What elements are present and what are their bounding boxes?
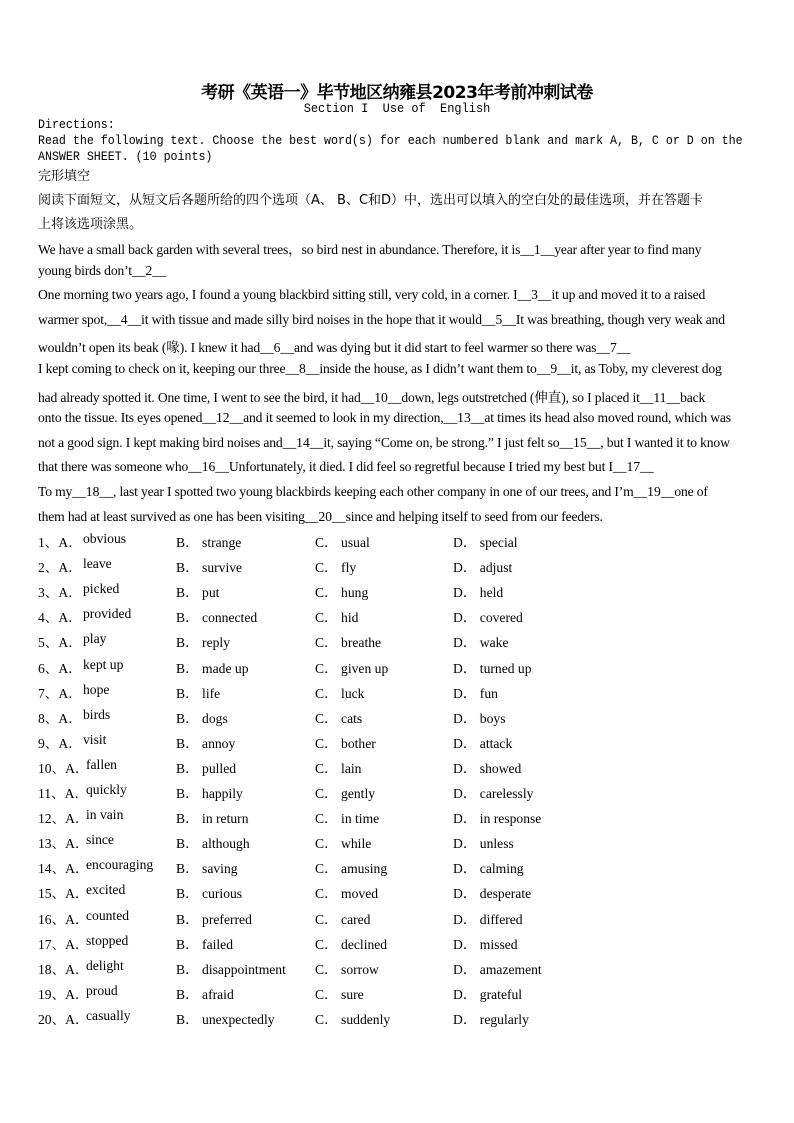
- passage-text: , last year I spotted two young blackbirds keeping each other company in one of our trees, and I’m: [112, 484, 634, 499]
- option-c[interactable]: C． lain: [315, 760, 362, 776]
- passage-text: not a good sign. I kept making bird noises and: [38, 434, 283, 450]
- option-c[interactable]: C． suddenly: [315, 1011, 391, 1027]
- numbered-blank: __3__: [517, 287, 552, 303]
- passage-line: [38, 312, 725, 328]
- option-b[interactable]: B． annoy: [176, 735, 236, 751]
- option-c[interactable]: C． while: [315, 836, 372, 852]
- passage-text: it with tissue and made silly bird noises in the hope that it would: [141, 311, 482, 327]
- option-c[interactable]: C． hid: [315, 610, 359, 626]
- question-1-options: [38, 531, 638, 551]
- option-b[interactable]: B． reply: [176, 635, 230, 651]
- option-d[interactable]: D． carelessly: [453, 786, 534, 801]
- passage-text: It was breathing, though very weak and: [515, 311, 725, 327]
- passage-text: Unfortunately, it died. I did feel so regretful because I tried my best but I: [228, 459, 613, 475]
- question-20-options: [38, 1008, 638, 1028]
- option-b[interactable]: B． disappointment: [176, 961, 286, 977]
- passage-text: that there was someone who: [38, 459, 189, 475]
- question-7-options: [38, 682, 638, 702]
- passage-text: one of: [674, 484, 708, 499]
- question-number: 9、A．: [38, 735, 82, 751]
- option-d[interactable]: D． fun: [453, 685, 498, 701]
- option-a[interactable]: obvious: [83, 531, 127, 546]
- option-c[interactable]: C． declined: [315, 936, 388, 952]
- passage-line: [38, 287, 705, 303]
- question-17-options: [38, 933, 638, 953]
- option-c[interactable]: C． cats: [315, 710, 363, 726]
- passage-text: back: [680, 389, 706, 405]
- option-d[interactable]: D． regularly: [453, 1011, 529, 1027]
- option-b[interactable]: B． failed: [176, 936, 234, 952]
- question-number: 13、A．: [38, 836, 89, 852]
- question-16-options: [38, 908, 638, 928]
- passage-line: [38, 435, 730, 451]
- option-a[interactable]: hope: [83, 681, 110, 697]
- directions-text-line1: Read the following text. Choose the best word(s) for each numbered blank and mark A, B, C or D on the: [38, 134, 743, 148]
- passage-text: , but I wanted it to know: [600, 434, 730, 450]
- numbered-blank: __5__: [481, 311, 516, 327]
- passage-text: down, legs outstretched (伸直), so I placed it: [401, 389, 640, 405]
- question-number: 18、A．: [38, 961, 89, 977]
- passage-line: [38, 361, 722, 377]
- option-b[interactable]: B． happily: [176, 786, 243, 801]
- question-number: 20、A．: [38, 1011, 89, 1027]
- question-number: 7、A．: [38, 685, 82, 701]
- question-number: 1、A．: [38, 535, 82, 550]
- option-a[interactable]: visit: [83, 731, 107, 747]
- option-b[interactable]: B． pulled: [176, 760, 237, 776]
- option-a[interactable]: birds: [83, 706, 111, 722]
- question-type: 完形填空: [38, 169, 91, 184]
- question-number: 19、A．: [38, 986, 89, 1002]
- numbered-blank: __17__: [612, 459, 654, 475]
- option-c[interactable]: C． sure: [315, 986, 364, 1002]
- option-d[interactable]: D． attack: [453, 735, 513, 751]
- option-d[interactable]: D． in response: [453, 811, 542, 827]
- option-b[interactable]: B． put: [176, 585, 220, 601]
- option-d[interactable]: D． held: [453, 585, 504, 601]
- option-c[interactable]: C． hung: [315, 585, 369, 601]
- numbered-blank: __4__: [107, 311, 142, 327]
- option-c[interactable]: C． luck: [315, 685, 365, 701]
- question-number: 6、A．: [38, 660, 82, 676]
- option-c[interactable]: C． breathe: [315, 635, 382, 651]
- directions-label: Directions:: [38, 118, 115, 132]
- option-a[interactable]: picked: [83, 581, 120, 597]
- option-d[interactable]: D． calming: [453, 861, 524, 877]
- option-b[interactable]: B． although: [176, 836, 250, 852]
- option-b[interactable]: B． saving: [176, 861, 238, 877]
- passage-text: I kept coming to check on it, keeping our three: [38, 361, 286, 376]
- passage-text: wouldn’t open its beak (喙). I knew it had: [38, 340, 261, 356]
- option-b[interactable]: B． survive: [176, 560, 243, 576]
- numbered-blank: __18__: [72, 484, 113, 499]
- numbered-blank: __16__: [188, 459, 229, 475]
- option-b[interactable]: B． afraid: [176, 986, 234, 1002]
- question-13-options: [38, 832, 638, 852]
- numbered-blank: __14__: [282, 434, 324, 450]
- question-15-options: [38, 882, 638, 902]
- passage-text: and was dying but it did start to feel warmer so there was: [294, 340, 597, 356]
- numbered-blank: __19__: [633, 484, 675, 499]
- option-c[interactable]: C． fly: [315, 560, 357, 576]
- option-c[interactable]: C． given up: [315, 660, 389, 676]
- option-d[interactable]: D． missed: [453, 936, 518, 952]
- passage-text: One morning two years ago, I found a young blackbird sitting still, very cold, in a corner. I: [38, 287, 518, 303]
- directions-text-line2: ANSWER SHEET. (10 points): [38, 150, 213, 164]
- option-c[interactable]: C． usual: [315, 535, 370, 550]
- question-19-options: [38, 983, 638, 1003]
- option-a[interactable]: excited: [86, 882, 126, 898]
- numbered-blank: __2__: [131, 262, 166, 278]
- question-number: 15、A．: [38, 886, 89, 902]
- question-18-options: [38, 958, 638, 978]
- option-a[interactable]: leave: [83, 556, 112, 572]
- question-number: 17、A．: [38, 936, 89, 952]
- question-number: 12、A．: [38, 811, 89, 827]
- option-a[interactable]: quickly: [86, 782, 127, 797]
- option-c[interactable]: C． in time: [315, 811, 380, 827]
- question-8-options: [38, 707, 638, 727]
- option-a[interactable]: in vain: [86, 807, 124, 823]
- numbered-blank: __11__: [639, 389, 681, 405]
- option-c[interactable]: C． bother: [315, 735, 376, 751]
- passage-line: [38, 263, 166, 279]
- passage-text: it up and moved it to a raised: [551, 287, 706, 303]
- option-b[interactable]: B． connected: [176, 610, 258, 626]
- option-d[interactable]: D． turned up: [453, 660, 532, 676]
- option-d[interactable]: D． adjust: [453, 560, 513, 576]
- passage-text: it, as Toby, my cleverest dog: [570, 361, 722, 376]
- question-12-options: [38, 807, 638, 827]
- option-d[interactable]: D． amazement: [453, 961, 542, 977]
- option-b[interactable]: B． curious: [176, 886, 243, 902]
- passage-text: them had at least survived as one has been visiting: [38, 508, 305, 524]
- passage-text: onto the tissue. Its eyes opened: [38, 410, 203, 426]
- option-d[interactable]: D． wake: [453, 635, 509, 651]
- option-b[interactable]: B． dogs: [176, 710, 228, 726]
- option-a[interactable]: delight: [86, 957, 124, 973]
- option-a[interactable]: encouraging: [86, 857, 154, 873]
- question-11-options: [38, 782, 638, 802]
- instructions-cn-line1: 阅读下面短文，从短文后各题所给的四个选项（A、 B、C和D）中，选出可以填入的空白处的最佳选项，并在答题卡: [38, 193, 704, 208]
- numbered-blank: __9__: [536, 361, 571, 376]
- passage-text: We have a small back garden with several trees，so bird nest in abundance. Therefore, it is: [38, 242, 521, 257]
- question-number: 2、A．: [38, 560, 82, 576]
- passage-line: [38, 410, 731, 426]
- section-heading: Section I Use of English: [303, 101, 491, 116]
- option-b[interactable]: B． in return: [176, 811, 249, 827]
- instructions-cn-line2: 上将该选项涂黑。: [38, 217, 143, 232]
- option-d[interactable]: D． unless: [453, 836, 514, 852]
- option-b[interactable]: B． unexpectedly: [176, 1011, 275, 1027]
- passage-text: it, saying “Come on, be strong.” I just felt so: [323, 434, 560, 450]
- option-b[interactable]: B． strange: [176, 535, 242, 550]
- option-a[interactable]: fallen: [86, 756, 117, 772]
- passage-text: year after year to find many: [554, 242, 702, 257]
- option-d[interactable]: D． special: [453, 535, 518, 550]
- option-c[interactable]: C． cared: [315, 911, 371, 927]
- option-d[interactable]: D． desperate: [453, 886, 532, 902]
- option-d[interactable]: D． grateful: [453, 986, 523, 1002]
- question-9-options: [38, 732, 638, 752]
- passage-text: young birds don’t: [38, 262, 132, 278]
- question-number: 11、A．: [38, 786, 89, 801]
- numbered-blank: __10__: [360, 389, 402, 405]
- option-a[interactable]: provided: [83, 606, 132, 622]
- option-b[interactable]: B． life: [176, 685, 221, 701]
- question-number: 10、A．: [38, 760, 89, 776]
- passage-text: had already spotted it. One time, I went to see the bird, it had: [38, 389, 361, 405]
- passage-line: [38, 484, 708, 500]
- passage-line: [38, 509, 603, 525]
- numbered-blank: __15__: [559, 434, 601, 450]
- numbered-blank: __13__: [443, 410, 485, 426]
- passage-line: [38, 238, 701, 258]
- numbered-blank: __12__: [202, 410, 244, 426]
- option-c[interactable]: C． gently: [315, 786, 376, 801]
- question-number: 8、A．: [38, 710, 82, 726]
- option-a[interactable]: since: [86, 832, 114, 848]
- numbered-blank: __7__: [596, 340, 631, 356]
- option-a[interactable]: play: [83, 631, 107, 647]
- option-c[interactable]: C． amusing: [315, 861, 388, 877]
- numbered-blank: __6__: [260, 340, 294, 356]
- passage-line: [38, 386, 705, 406]
- option-d[interactable]: D． boys: [453, 710, 506, 726]
- question-10-options: [38, 757, 638, 777]
- option-a[interactable]: casually: [86, 1007, 131, 1023]
- option-a[interactable]: stopped: [86, 932, 129, 948]
- option-d[interactable]: D． showed: [453, 760, 522, 776]
- passage-text: since and helping itself to seed from our feeders.: [345, 508, 603, 524]
- option-a[interactable]: proud: [86, 982, 118, 998]
- passage-text: and it seemed to look in my direction,: [243, 410, 444, 426]
- question-number: 16、A．: [38, 911, 89, 927]
- question-14-options: [38, 857, 638, 877]
- option-d[interactable]: D． differed: [453, 911, 523, 927]
- question-number: 14、A．: [38, 861, 89, 877]
- option-c[interactable]: C． sorrow: [315, 961, 379, 977]
- passage-line: [38, 459, 654, 475]
- numbered-blank: __20__: [304, 508, 346, 524]
- option-a[interactable]: counted: [86, 907, 130, 923]
- numbered-blank: __8__: [285, 361, 320, 376]
- page-title: 考研《英语一》毕节地区纳雍县2023年考前冲刺试卷: [201, 83, 593, 103]
- option-d[interactable]: D． covered: [453, 610, 523, 626]
- question-number: 5、A．: [38, 635, 82, 651]
- question-number: 4、A．: [38, 610, 82, 626]
- question-4-options: [38, 606, 638, 626]
- passage-text: warmer spot,: [38, 311, 108, 327]
- question-number: 3、A．: [38, 585, 82, 601]
- passage-text: inside the house, as I didn’t want them to: [319, 361, 537, 376]
- question-6-options: [38, 657, 638, 677]
- option-b[interactable]: B． preferred: [176, 911, 252, 927]
- passage-text: To my: [38, 484, 73, 499]
- question-5-options: [38, 631, 638, 651]
- option-a[interactable]: kept up: [83, 656, 124, 672]
- question-2-options: [38, 556, 638, 576]
- question-3-options: [38, 581, 638, 601]
- passage-text: at times its head also moved round, which was: [484, 410, 731, 426]
- option-c[interactable]: C． moved: [315, 886, 379, 902]
- numbered-blank: __1__: [520, 242, 555, 257]
- passage-line: [38, 336, 630, 356]
- option-b[interactable]: B． made up: [176, 660, 249, 676]
